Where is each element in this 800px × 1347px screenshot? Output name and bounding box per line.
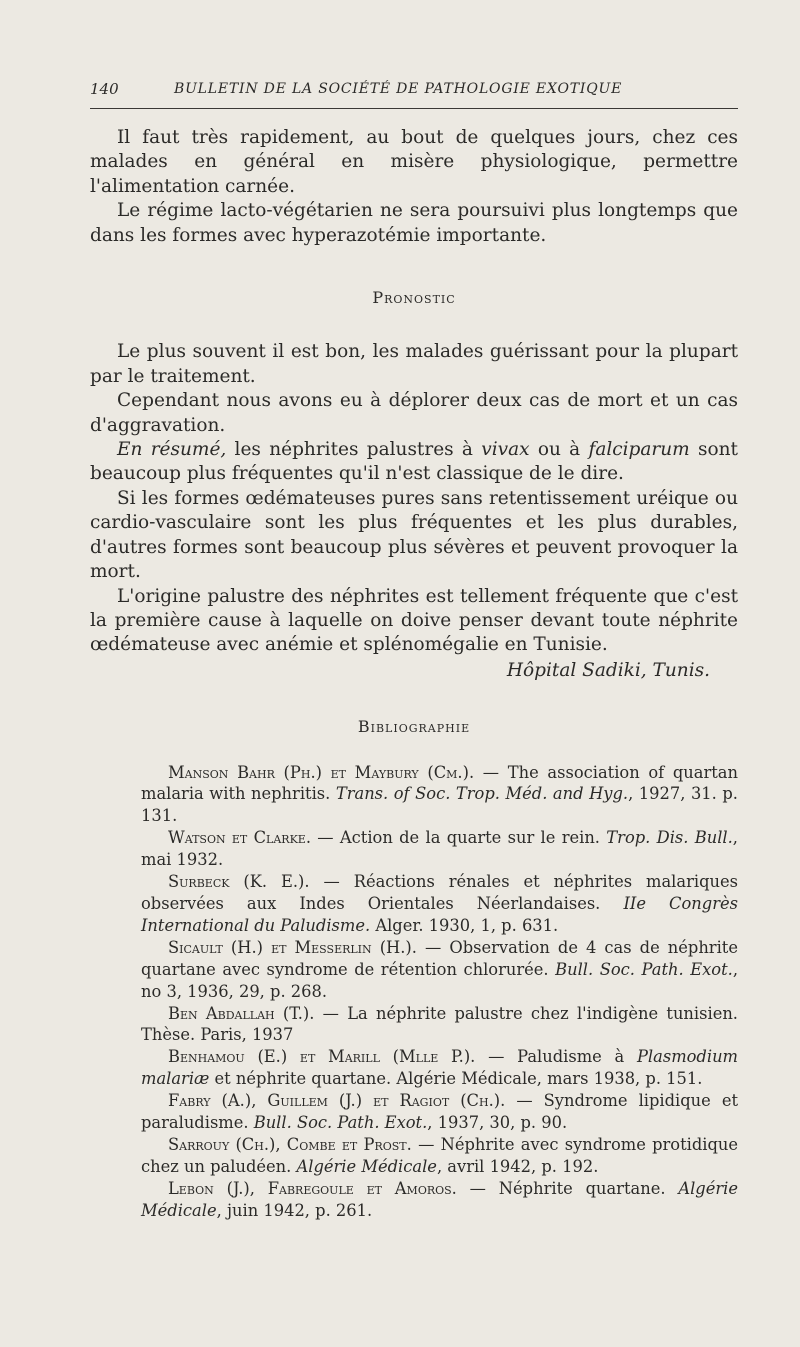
entry-ref: , mai 1932. xyxy=(141,828,738,870)
paragraph: Si les formes œdémateuses pures sans retentissement uréique ou cardio-vasculaire sont les plus fréquentes et les plus durables, d'autres formes sont beaucoup plus sévères et peuvent provoquer la mort. xyxy=(90,487,738,583)
bibliography-entry xyxy=(90,1090,738,1134)
entry-ref: , 1927, 31. p. 131. xyxy=(141,784,738,826)
species-falciparum: falciparum xyxy=(588,439,690,461)
entry-text: — Action de la quarte sur le rein. xyxy=(311,828,607,848)
entry-text: — Réactions rénales et néphrites malariques observées aux Indes Orientales Néerlandaises. xyxy=(141,872,738,913)
paragraph: Le plus souvent il est bon, les malades guérissant pour la plupart par le traitement. xyxy=(90,341,738,387)
header-rule xyxy=(90,108,738,109)
entry-text: — Néphrite avec syndrome protidique chez un paludéen. xyxy=(141,1134,738,1176)
entry-source: Trans. of Soc. Trop. Méd. and Hyg. xyxy=(335,784,629,804)
entry-author: Manson Bahr (Ph.) et Maybury (Cm.). xyxy=(168,762,475,782)
paragraph: L'origine palustre des néphrites est tellement fréquente que c'est la première cause à laquelle on doive penser devant toute néphrite œdémateuse avec anémie et splénomégalie en Tunisie. xyxy=(90,585,738,656)
entry-ref: , no 3, 1936, 29, p. 268. xyxy=(141,959,738,1001)
section-heading-bibliographie: Bibliographie xyxy=(357,717,471,737)
entry-author: Sarrouy (Ch.), Combe et Prost. xyxy=(168,1134,412,1154)
paragraph-summary xyxy=(90,438,738,487)
bibliography-entry xyxy=(90,1178,738,1222)
entry-author: Sicault (H.) et Messerlin (H.). xyxy=(168,937,417,957)
bibliography-entry xyxy=(90,827,738,871)
entry-ref: et néphrite quartane. Algérie Médicale, mars 1938, p. 151. xyxy=(209,1069,703,1089)
entry-text: — Observation de 4 cas de néphrite quartane avec syndrome de rétention chlorurée. xyxy=(141,937,738,979)
signature-location: Hôpital Sadiki, Tunis. xyxy=(506,659,710,681)
summary-lead: En résumé, xyxy=(117,439,227,461)
bibliography-entry xyxy=(90,1134,738,1178)
running-title: BULLETIN DE LA SOCIÉTÉ DE PATHOLOGIE EXOTIQUE xyxy=(174,81,623,97)
entry-author: Surbeck (K. E.). xyxy=(168,872,310,892)
entry-author: Fabry (A.), Guillem (J.) et Ragiot (Ch.). xyxy=(168,1091,506,1111)
entry-author: Lebon (J.), Fabregoule et Amoros. xyxy=(168,1178,457,1198)
entry-source: Bull. Soc. Path. Exot. xyxy=(253,1113,428,1133)
bibliography-entry xyxy=(90,871,738,937)
text-run: ou à xyxy=(529,439,589,461)
bibliography-list xyxy=(90,762,738,1222)
entry-source: Algérie Médicale xyxy=(141,1178,738,1220)
section-heading-pronostic: Pronostic xyxy=(372,288,456,308)
entry-source: Algérie Médicale xyxy=(296,1156,437,1176)
text-run: les néphrites palustres à xyxy=(226,439,482,461)
paragraph: Il faut très rapidement, au bout de quelques jours, chez ces malades en général en misère physiologique, permettre l'alimentation carnée. xyxy=(90,127,738,197)
entry-ref: , 1937, 30, p. 90. xyxy=(427,1113,568,1133)
bibliography-entry xyxy=(90,1003,738,1047)
entry-author: Benhamou (E.) et Marill (Mlle P.). xyxy=(168,1047,476,1067)
page-number: 140 xyxy=(90,80,119,98)
entry-author: Watson et Clarke. xyxy=(168,828,311,848)
article-body xyxy=(90,126,738,1222)
paragraph: Cependant nous avons eu à déplorer deux cas de mort et un cas d'aggravation. xyxy=(90,390,738,436)
entry-text: — La néphrite palustre chez l'indigène tunisien. Thèse. Paris, 1937 xyxy=(141,1003,738,1045)
entry-source: Bull. Soc. Path. Exot. xyxy=(555,959,733,979)
entry-source: IIe Congrès International du Paludisme. xyxy=(141,893,738,935)
species-vivax: vivax xyxy=(481,439,530,461)
entry-source: Trop. Dis. Bull. xyxy=(606,828,733,848)
entry-text: — Paludisme à xyxy=(475,1047,637,1067)
entry-ref: Alger. 1930, 1, p. 631. xyxy=(370,915,559,935)
entry-text: — Syndrome lipidique et paraludisme. xyxy=(141,1091,738,1133)
paragraph: Le régime lacto-végétarien ne sera poursuivi plus longtemps que dans les formes avec hyperazotémie importante. xyxy=(90,200,738,246)
bibliography-entry xyxy=(90,762,738,828)
bibliography-entry xyxy=(90,1046,738,1090)
entry-ref: , juin 1942, p. 261. xyxy=(216,1200,373,1220)
entry-source: Plasmodium malariæ xyxy=(141,1047,738,1089)
page-header xyxy=(90,80,738,100)
entry-ref: , avril 1942, p. 192. xyxy=(436,1156,599,1176)
text-run: sont beaucoup plus fréquentes qu'il n'est classique de le dire. xyxy=(90,439,738,485)
entry-text: — The association of quartan malaria with nephritis. xyxy=(141,762,738,804)
bibliography-entry xyxy=(90,937,738,1003)
entry-text: — Néphrite quartane. xyxy=(456,1178,679,1198)
entry-author: Ben Abdallah (T.). xyxy=(168,1003,315,1023)
